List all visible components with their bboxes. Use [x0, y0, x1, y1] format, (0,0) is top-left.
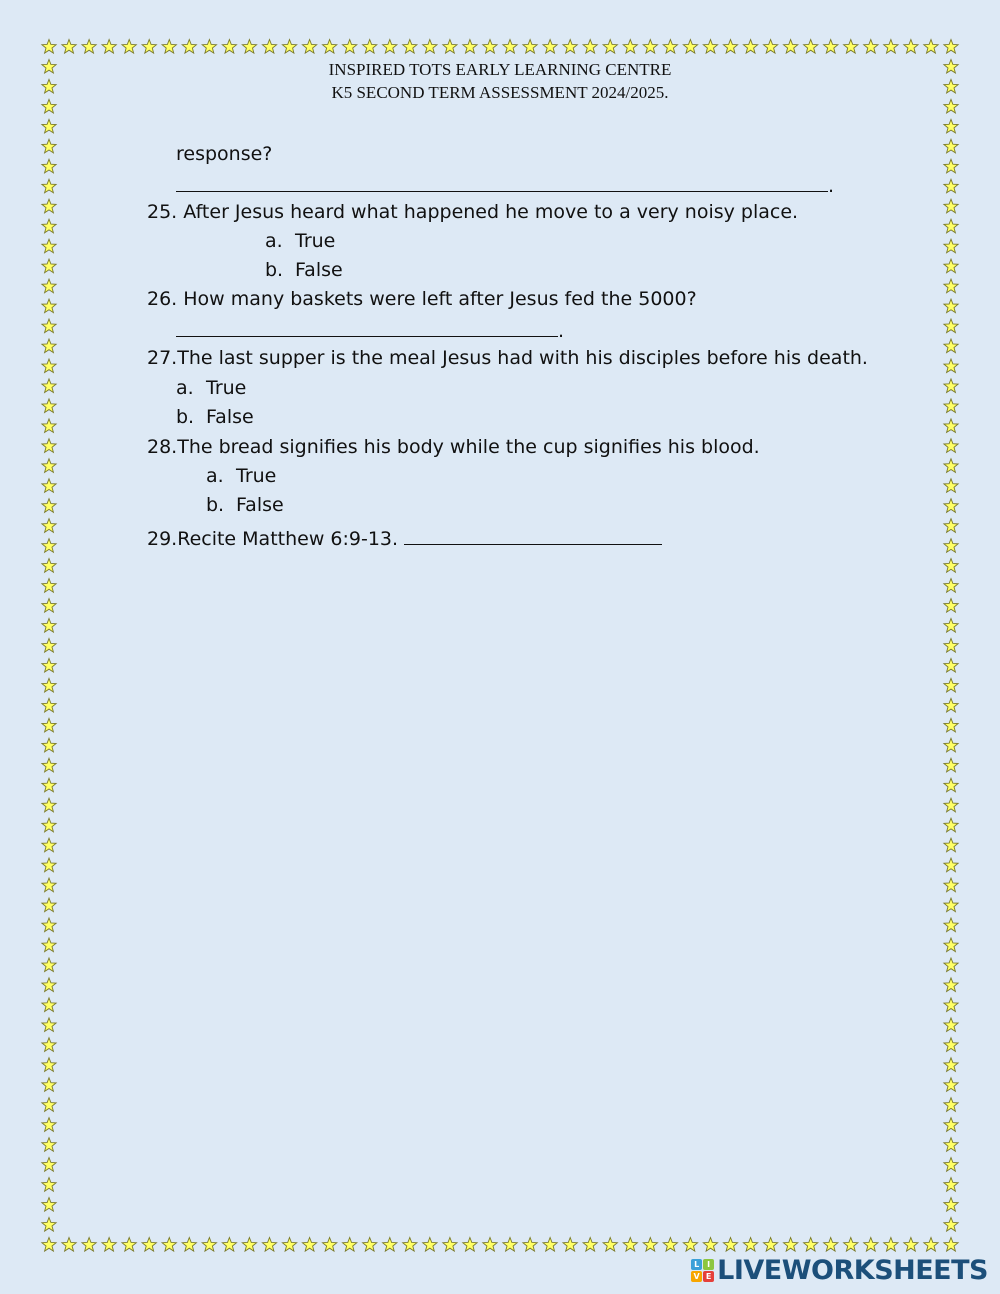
star-icon	[42, 1178, 56, 1192]
question-27-option-a[interactable]: a. True	[176, 377, 247, 399]
star-icon	[302, 1238, 316, 1252]
star-icon	[122, 40, 136, 54]
star-icon	[844, 1238, 858, 1252]
star-icon	[42, 259, 56, 273]
star-icon	[944, 1118, 958, 1132]
star-icon	[162, 40, 176, 54]
star-icon	[262, 40, 276, 54]
star-icon	[703, 40, 717, 54]
question-28-option-a[interactable]: a. True	[206, 465, 277, 487]
star-icon	[703, 1238, 717, 1252]
star-icon	[944, 359, 958, 373]
star-icon	[944, 179, 958, 193]
star-icon	[944, 838, 958, 852]
star-icon	[924, 1238, 938, 1252]
star-icon	[323, 1238, 337, 1252]
star-icon	[944, 1158, 958, 1172]
star-icon	[944, 499, 958, 513]
star-icon	[603, 40, 617, 54]
star-icon	[503, 40, 517, 54]
star-icon	[643, 1238, 657, 1252]
star-icon	[944, 659, 958, 673]
star-icon	[824, 1238, 838, 1252]
star-icon	[42, 459, 56, 473]
logo-text: LIVEWORKSHEETS	[717, 1254, 988, 1286]
star-icon	[42, 1118, 56, 1132]
star-icon	[944, 1218, 958, 1232]
star-icon	[42, 978, 56, 992]
star-icon	[543, 40, 557, 54]
star-icon	[182, 1238, 196, 1252]
star-icon	[182, 40, 196, 54]
star-icon	[42, 898, 56, 912]
star-icon	[423, 40, 437, 54]
star-icon	[944, 299, 958, 313]
star-icon	[42, 958, 56, 972]
star-icon	[764, 1238, 778, 1252]
star-icon	[944, 379, 958, 393]
star-icon	[383, 1238, 397, 1252]
star-icon	[42, 918, 56, 932]
question-27: 27.The last supper is the meal Jesus had with his disciples before his death.	[147, 347, 868, 369]
star-icon	[944, 798, 958, 812]
star-icon	[944, 1078, 958, 1092]
star-icon	[844, 40, 858, 54]
question-25-option-a[interactable]: a. True	[265, 230, 336, 252]
star-icon	[944, 339, 958, 353]
star-icon	[42, 938, 56, 952]
star-icon	[42, 858, 56, 872]
assessment-title: K5 SECOND TERM ASSESSMENT 2024/2025.	[331, 83, 669, 102]
star-icon	[42, 1078, 56, 1092]
star-icon	[944, 599, 958, 613]
star-icon	[944, 399, 958, 413]
star-icon	[623, 1238, 637, 1252]
star-icon	[142, 1238, 156, 1252]
star-icon	[944, 119, 958, 132]
star-icon	[944, 1038, 958, 1052]
star-icon	[483, 40, 497, 54]
star-icon	[944, 698, 958, 712]
star-icon	[42, 139, 56, 153]
star-icon	[944, 998, 958, 1012]
star-icon	[944, 159, 958, 173]
star-icon	[42, 1058, 56, 1072]
star-icon	[944, 678, 958, 692]
star-icon	[864, 1238, 878, 1252]
star-icon	[784, 40, 798, 54]
star-icon	[663, 1238, 677, 1252]
star-icon	[824, 40, 838, 54]
question-28: 28.The bread signifies his body while the cup signifies his blood.	[147, 436, 760, 458]
star-icon	[42, 359, 56, 373]
star-icon	[523, 40, 537, 54]
star-icon	[944, 918, 958, 932]
star-icon	[82, 40, 96, 54]
star-icon	[723, 1238, 737, 1252]
school-name: INSPIRED TOTS EARLY LEARNING CENTRE	[328, 60, 672, 79]
star-icon	[483, 1238, 497, 1252]
answer-line-24[interactable]: .	[176, 171, 834, 197]
star-icon	[42, 279, 56, 293]
question-24-tail: response?	[176, 143, 273, 165]
star-icon	[42, 379, 56, 393]
star-icon	[944, 898, 958, 912]
star-icon	[944, 539, 958, 553]
star-icon	[282, 1238, 296, 1252]
star-icon	[42, 299, 56, 313]
star-icon	[944, 259, 958, 273]
star-icon	[42, 1218, 56, 1232]
star-icon	[563, 40, 577, 54]
star-icon	[944, 718, 958, 732]
star-icon	[42, 1158, 56, 1172]
star-icon	[343, 40, 357, 54]
star-icon	[403, 40, 417, 54]
star-icon	[944, 219, 958, 233]
star-icon	[282, 40, 296, 54]
star-icon	[723, 40, 737, 54]
star-icon	[162, 1238, 176, 1252]
star-icon	[42, 40, 56, 54]
star-icon	[42, 778, 56, 792]
star-icon	[222, 1238, 236, 1252]
star-icon	[142, 40, 156, 54]
star-icon	[764, 40, 778, 54]
question-29: 29.Recite Matthew 6:9-13.	[147, 524, 662, 550]
star-icon	[944, 559, 958, 573]
star-icon	[62, 40, 76, 54]
star-icon	[944, 778, 958, 792]
star-icon	[944, 279, 958, 293]
star-icon	[42, 718, 56, 732]
star-icon	[42, 539, 56, 553]
star-icon	[363, 1238, 377, 1252]
star-icon	[122, 1238, 136, 1252]
star-icon	[944, 978, 958, 992]
star-icon	[944, 459, 958, 473]
star-icon	[784, 1238, 798, 1252]
star-icon	[944, 1198, 958, 1212]
star-icon	[42, 419, 56, 433]
star-icon	[523, 1238, 537, 1252]
star-icon	[944, 139, 958, 153]
answer-line-29[interactable]	[404, 524, 662, 545]
star-icon	[42, 399, 56, 413]
star-icon	[944, 639, 958, 653]
star-icon	[42, 179, 56, 193]
star-icon	[42, 1098, 56, 1112]
star-icon	[804, 40, 818, 54]
star-icon	[864, 40, 878, 54]
star-icon	[743, 1238, 757, 1252]
star-icon	[804, 1238, 818, 1252]
star-icon	[42, 199, 56, 213]
star-icon	[944, 1018, 958, 1032]
star-icon	[363, 40, 377, 54]
star-icon	[944, 1178, 958, 1192]
star-icon	[42, 1198, 56, 1212]
star-icon	[603, 1238, 617, 1252]
star-icon	[42, 579, 56, 593]
star-icon	[42, 1038, 56, 1052]
star-icon	[42, 559, 56, 573]
question-25: 25. After Jesus heard what happened he move to a very noisy place.	[147, 201, 799, 223]
star-icon	[42, 1138, 56, 1152]
star-icon	[102, 40, 116, 54]
liveworksheets-logo[interactable]	[691, 1252, 988, 1288]
star-icon	[944, 938, 958, 952]
star-icon	[42, 219, 56, 233]
star-icon	[42, 998, 56, 1012]
star-icon	[944, 199, 958, 213]
star-icon	[42, 838, 56, 852]
star-icon	[102, 1238, 116, 1252]
star-icon	[42, 738, 56, 752]
star-icon	[42, 698, 56, 712]
star-icon	[202, 1238, 216, 1252]
star-icon	[643, 40, 657, 54]
star-icon	[884, 1238, 898, 1252]
star-icon	[443, 1238, 457, 1252]
star-icon	[944, 419, 958, 433]
star-icon	[42, 619, 56, 633]
answer-line-26[interactable]: .	[176, 316, 564, 342]
question-25-option-b[interactable]: b. False	[265, 259, 343, 281]
star-icon	[42, 319, 56, 333]
star-icon	[944, 319, 958, 333]
star-icon	[904, 1238, 918, 1252]
star-icon	[944, 519, 958, 533]
star-icon	[42, 239, 56, 253]
question-27-option-b[interactable]: b. False	[176, 406, 254, 428]
star-icon	[443, 40, 457, 54]
star-icon	[944, 439, 958, 453]
star-icon	[42, 599, 56, 613]
star-icon	[944, 40, 958, 54]
question-28-option-b[interactable]: b. False	[206, 494, 284, 516]
star-icon	[944, 818, 958, 832]
star-icon	[944, 958, 958, 972]
star-icon	[202, 40, 216, 54]
star-icon	[583, 40, 597, 54]
star-icon	[42, 1238, 56, 1252]
star-icon	[503, 1238, 517, 1252]
star-icon	[302, 40, 316, 54]
star-icon	[383, 40, 397, 54]
star-icon	[42, 439, 56, 453]
star-icon	[42, 1018, 56, 1032]
star-icon	[42, 818, 56, 832]
star-icon	[262, 1238, 276, 1252]
star-icon	[944, 239, 958, 253]
star-icon	[42, 798, 56, 812]
star-icon	[583, 1238, 597, 1252]
star-icon	[42, 758, 56, 772]
star-icon	[42, 499, 56, 513]
star-icon	[663, 40, 677, 54]
star-icon	[242, 40, 256, 54]
star-icon	[82, 1238, 96, 1252]
star-icon	[42, 878, 56, 892]
star-icon	[944, 1138, 958, 1152]
star-icon	[623, 40, 637, 54]
star-icon	[423, 1238, 437, 1252]
star-icon	[463, 40, 477, 54]
star-icon	[242, 1238, 256, 1252]
question-26: 26. How many baskets were left after Jesus fed the 5000?	[147, 288, 697, 310]
star-icon	[944, 738, 958, 752]
star-icon	[944, 878, 958, 892]
star-icon	[42, 639, 56, 653]
star-icon	[944, 1098, 958, 1112]
star-icon	[944, 758, 958, 772]
star-icon	[62, 1238, 76, 1252]
star-icon	[222, 40, 236, 54]
star-icon	[463, 1238, 477, 1252]
star-icon	[944, 1058, 958, 1072]
star-icon	[42, 339, 56, 353]
star-icon	[743, 40, 757, 54]
star-icon	[42, 659, 56, 673]
star-icon	[343, 1238, 357, 1252]
star-icon	[944, 1238, 958, 1252]
star-icon	[42, 479, 56, 493]
star-icon	[563, 1238, 577, 1252]
star-icon	[944, 479, 958, 493]
star-icon	[683, 40, 697, 54]
star-icon	[543, 1238, 557, 1252]
star-icon	[924, 40, 938, 54]
star-icon	[42, 119, 56, 132]
star-icon	[42, 159, 56, 173]
star-icon	[904, 40, 918, 54]
star-icon	[944, 579, 958, 593]
logo-mark-icon: L I V E	[691, 1259, 714, 1282]
star-icon	[403, 1238, 417, 1252]
star-icon	[323, 40, 337, 54]
star-icon	[683, 1238, 697, 1252]
star-icon	[884, 40, 898, 54]
star-icon	[42, 519, 56, 533]
star-icon	[944, 858, 958, 872]
star-icon	[42, 678, 56, 692]
star-icon	[944, 619, 958, 633]
